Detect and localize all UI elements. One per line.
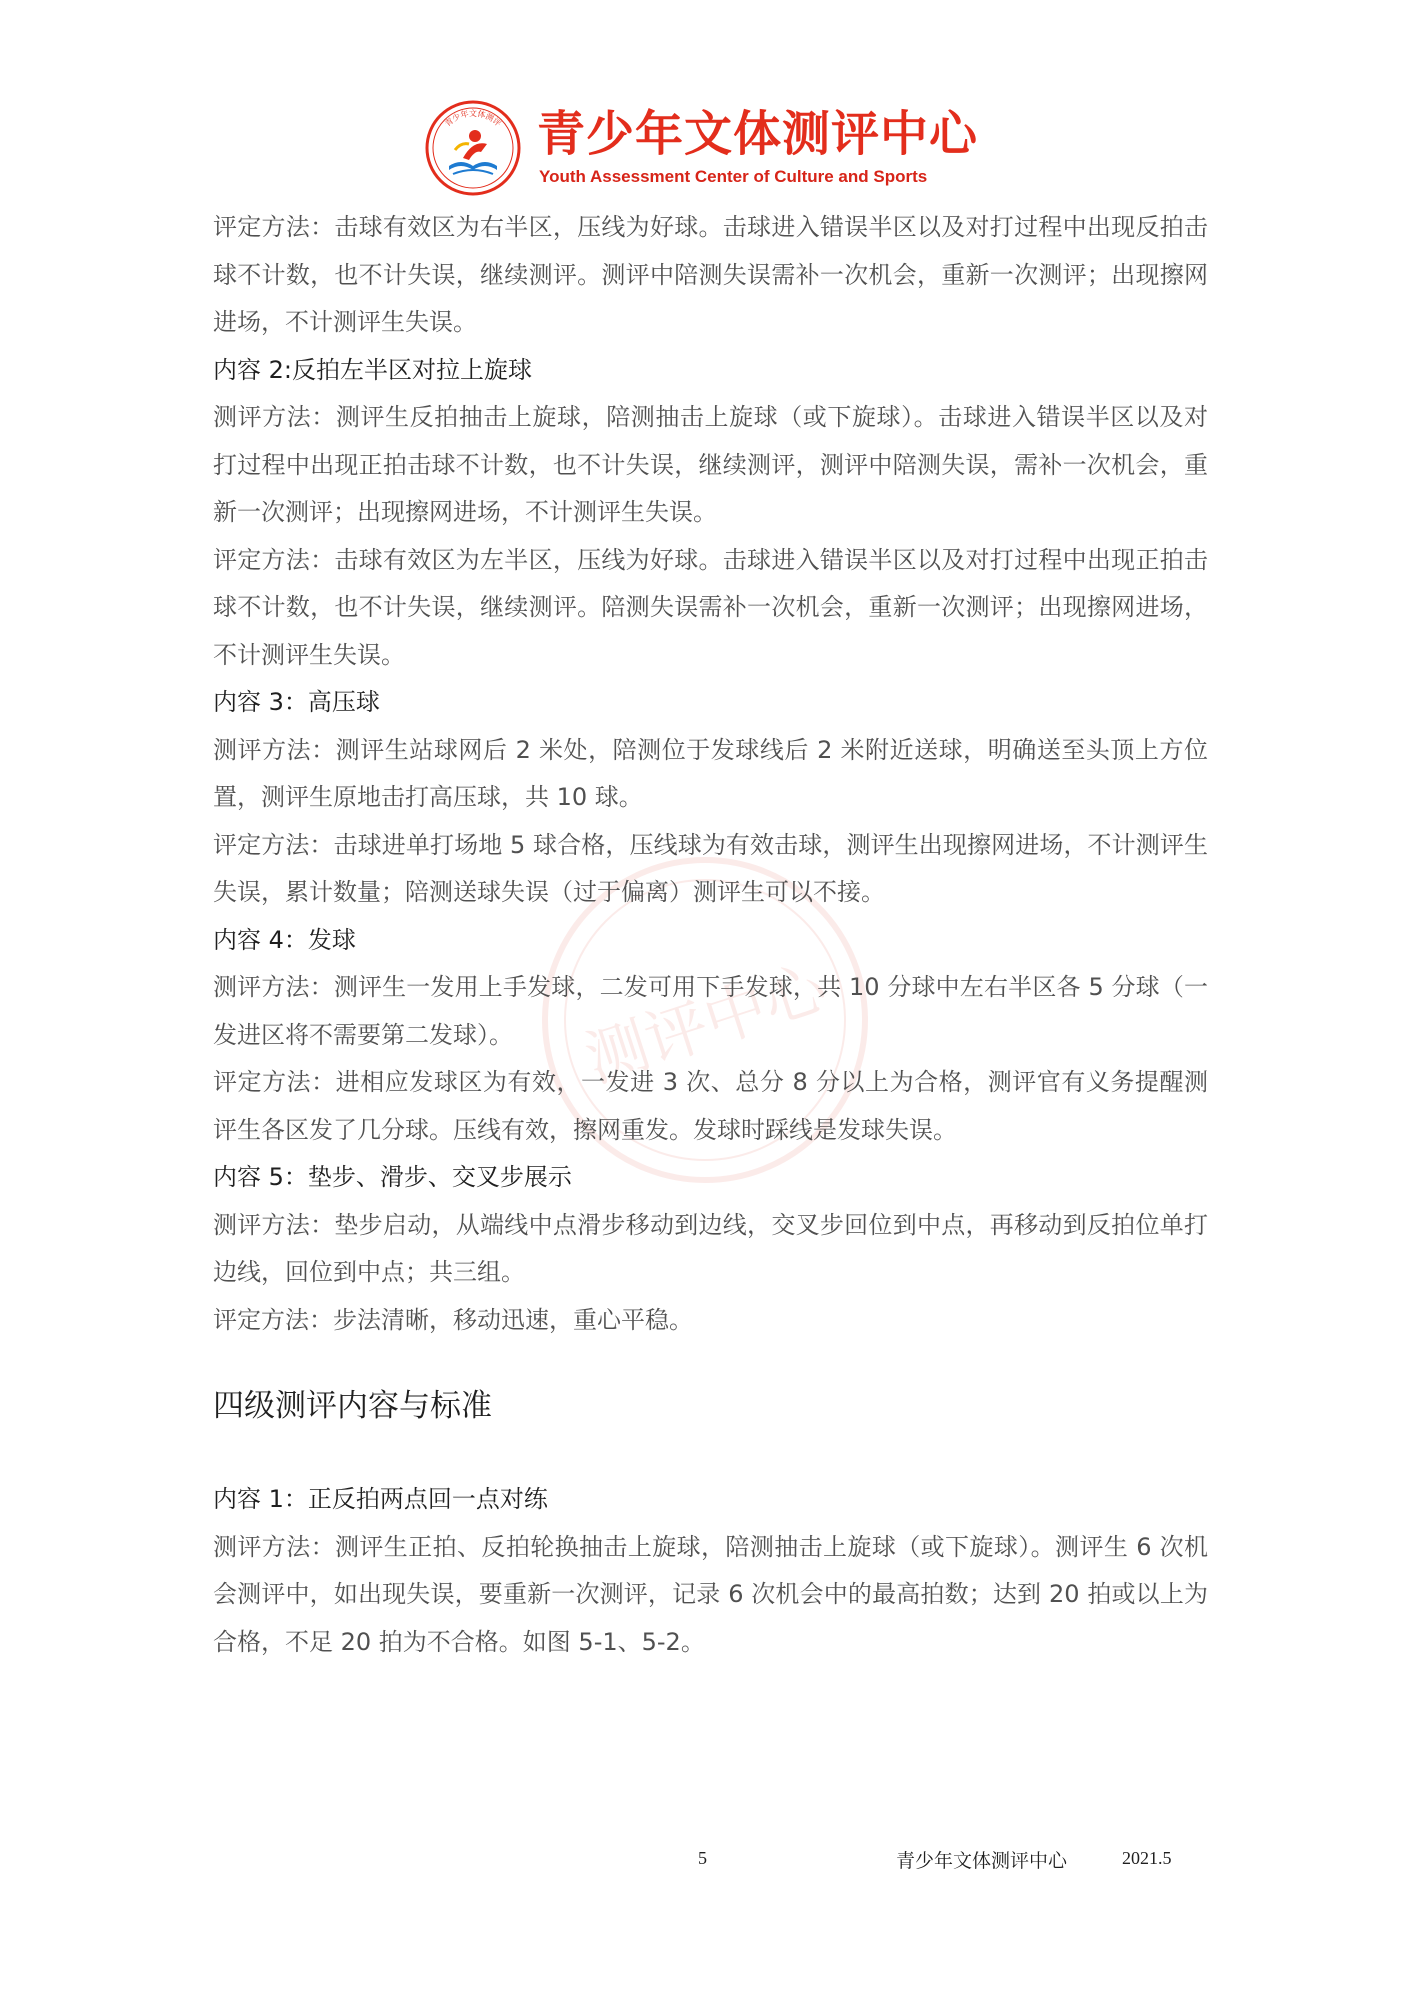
evaluation-method-paragraph: 评定方法：击球有效区为右半区，压线为好球。击球进入错误半区以及对打过程中出现反拍击球不计数，也不计失误，继续测评。测评中陪测失误需补一次机会，重新一次测评；出现擦网进场，不计测评生失误。 — [213, 213, 1208, 336]
evaluation-method-paragraph: 评定方法：击球进单打场地 5 球合格，压线球为有效击球，测评生出现擦网进场，不计测评生失误，累计数量；陪测送球失误（过于偏离）测评生可以不接。 — [213, 830, 1208, 906]
test-method-paragraph: 测评方法：垫步启动，从端线中点滑步移动到边线，交叉步回位到中点，再移动到反拍位单打边线，回位到中点；共三组。 — [213, 1210, 1208, 1286]
content-5-heading: 内容 5：垫步、滑步、交叉步展示 — [213, 1163, 572, 1191]
page-number: 5 — [698, 1848, 707, 1868]
page-header — [425, 100, 985, 200]
logo-ring-text: 青少年文体测评 — [443, 109, 503, 129]
evaluation-method-paragraph: 评定方法：步法清晰，移动迅速，重心平稳。 — [213, 1305, 693, 1334]
watermark-text: 测评中心 — [576, 950, 836, 1097]
content-2-heading: 内容 2:反拍左半区对拉上旋球 — [213, 355, 532, 384]
evaluation-method-paragraph: 评定方法：进相应发球区为有效，一发进 3 次、总分 8 分以上为合格，测评官有义务提醒测评生各区发了几分球。压线有效，擦网重发。发球时踩线是发球失误。 — [213, 1068, 1208, 1144]
section-title: 四级测评内容与标准 — [213, 1388, 492, 1424]
level-4-body — [213, 1476, 1208, 1666]
content-4-heading: 内容 4：发球 — [213, 925, 356, 954]
content-3-heading: 内容 3：高压球 — [213, 688, 380, 716]
center-logo — [425, 100, 521, 196]
brand-title-en: Youth Assessment Center of Culture and Sports — [539, 167, 928, 186]
test-method-paragraph: 测评方法：测评生正拍、反拍轮换抽击上旋球，陪测抽击上旋球（或下旋球）。测评生 6 次机会测评中，如出现失误，要重新一次测评，记录 6 次机会中的最高拍数；达到 20 拍或以上为合格，不足 20 拍为不合格。如图 5-1、5-2。 — [213, 1532, 1208, 1656]
evaluation-method-paragraph: 评定方法：击球有效区为左半区，压线为好球。击球进入错误半区以及对打过程中出现正拍击球不计数，也不计失误，继续测评。陪测失误需补一次机会，重新一次测评；出现擦网进场，不计测评生失误。 — [213, 545, 1208, 669]
test-method-paragraph: 测评方法：测评生一发用上手发球，二发可用下手发球，共 10 分球中左右半区各 5 分球（一发进区将不需要第二发球）。 — [213, 973, 1208, 1049]
brand-title-cn: 青少年文体测评中心 — [537, 106, 979, 162]
footer-date: 2021.5 — [1122, 1848, 1172, 1868]
document-body — [213, 204, 1208, 1344]
test-method-paragraph: 测评方法：测评生反拍抽击上旋球，陪测抽击上旋球（或下旋球）。击球进入错误半区以及对打过程中出现正拍击球不计数，也不计失误，继续测评，测评中陪测失误，需补一次机会，重新一次测评；出现擦网进场，不计测评生失误。 — [213, 403, 1208, 526]
footer-organization: 青少年文体测评中心 — [896, 1850, 1068, 1872]
test-method-paragraph: 测评方法：测评生站球网后 2 米处，陪测位于发球线后 2 米附近送球，明确送至头顶上方位置，测评生原地击打高压球，共 10 球。 — [213, 735, 1208, 811]
level-4-content-1-heading: 内容 1：正反拍两点回一点对练 — [213, 1485, 548, 1513]
